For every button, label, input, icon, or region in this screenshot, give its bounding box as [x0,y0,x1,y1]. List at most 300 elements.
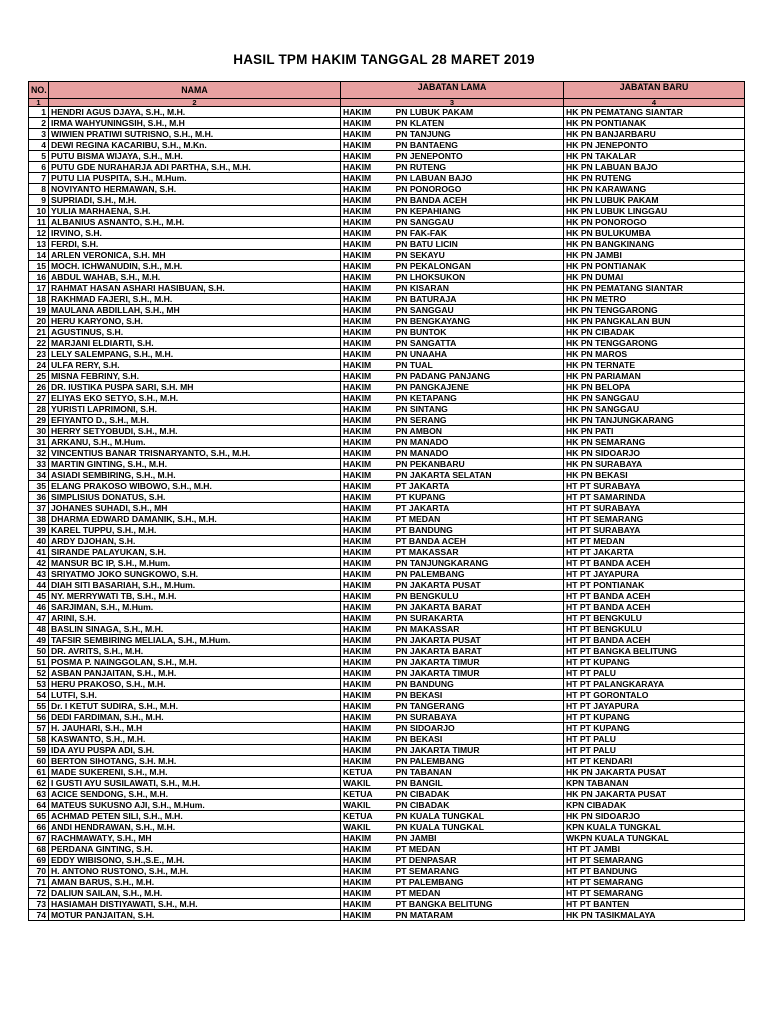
person-name: DR. AVRITS, S.H., M.H. [49,646,341,657]
old-position: PN SANGGAU [394,305,564,316]
new-position: HT PT BANDA ACEH [564,558,745,569]
row-number: 27 [29,393,49,404]
person-name: MOCH. ICHWANUDIN, S.H., M.H. [49,261,341,272]
old-position: PT KUPANG [394,492,564,503]
old-position: PN CIBADAK [394,800,564,811]
new-position: HK PN SANGGAU [564,404,745,415]
new-position: HK PN BULUKUMBA [564,228,745,239]
position-type: HAKIM [341,393,394,404]
table-row [29,613,745,624]
position-type: HAKIM [341,316,394,327]
table-row [29,833,745,844]
position-type: WAKIL [341,778,394,789]
table-row [29,668,745,679]
row-number: 67 [29,833,49,844]
row-number: 66 [29,822,49,833]
table-row [29,481,745,492]
table-row [29,536,745,547]
person-name: MADE SUKERENI, S.H., M.H. [49,767,341,778]
old-position: PN TABANAN [394,767,564,778]
row-number: 26 [29,382,49,393]
new-position: HT PT KUPANG [564,712,745,723]
person-name: NY. MERRYWATI TB, S.H., M.H. [49,591,341,602]
row-number: 21 [29,327,49,338]
row-number: 32 [29,448,49,459]
table-row [29,547,745,558]
person-name: ELANG PRAKOSO WIBOWO, S.H., M.H. [49,481,341,492]
table-row [29,734,745,745]
row-number: 44 [29,580,49,591]
position-type: HAKIM [341,305,394,316]
table-row [29,371,745,382]
person-name: KASWANTO, S.H., M.H. [49,734,341,745]
person-name: SRIYATMO JOKO SUNGKOWO, S.H. [49,569,341,580]
position-type: HAKIM [341,118,394,129]
table-row [29,822,745,833]
person-name: JOHANES SUHADI, S.H., MH [49,503,341,514]
person-name: MARTIN GINTING, S.H., M.H. [49,459,341,470]
person-name: HENDRI AGUS DJAYA, S.H., M.H. [49,107,341,118]
table-row [29,217,745,228]
table-row [29,624,745,635]
old-position: PN SANGGAU [394,217,564,228]
old-position: PT SEMARANG [394,866,564,877]
row-number: 19 [29,305,49,316]
row-number: 38 [29,514,49,525]
person-name: MOTUR PANJAITAN, S.H. [49,910,341,921]
new-position: HT PT KUPANG [564,723,745,734]
person-name: HASIAMAH DISTIYAWATI, S.H., M.H. [49,899,341,910]
table-row [29,360,745,371]
old-position: PT DENPASAR [394,855,564,866]
old-position: PN BUNTOK [394,327,564,338]
new-position: HT PT JAYAPURA [564,701,745,712]
new-position: HT PT BANDA ACEH [564,591,745,602]
table-row [29,173,745,184]
old-position: PT MEDAN [394,514,564,525]
old-position: PN JAKARTA TIMUR [394,745,564,756]
person-name: LELY SALEMPANG, S.H., M.H. [49,349,341,360]
row-number: 29 [29,415,49,426]
position-type: HAKIM [341,206,394,217]
position-type: HAKIM [341,261,394,272]
row-number: 34 [29,470,49,481]
position-type: HAKIM [341,349,394,360]
old-position: PN MAKASSAR [394,624,564,635]
new-position: HK PN RUTENG [564,173,745,184]
row-number: 9 [29,195,49,206]
position-type: HAKIM [341,107,394,118]
position-type: HAKIM [341,602,394,613]
new-position: HK PN TENGGARONG [564,338,745,349]
new-position: HK PN TANJUNGKARANG [564,415,745,426]
old-position: PN RUTENG [394,162,564,173]
new-position: HK PN MAROS [564,349,745,360]
new-position: HK PN JAMBI [564,250,745,261]
position-type: HAKIM [341,668,394,679]
new-position: HK PN LUBUK LINGGAU [564,206,745,217]
person-name: DR. IUSTIKA PUSPA SARI, S.H. MH [49,382,341,393]
row-number: 54 [29,690,49,701]
person-name: HERU PRAKOSO, S.H., M.H. [49,679,341,690]
table-row [29,877,745,888]
position-type: HAKIM [341,404,394,415]
person-name: VINCENTIUS BANAR TRISNARYANTO, S.H., M.H. [49,448,341,459]
position-type: HAKIM [341,140,394,151]
old-position: PN BENGKULU [394,591,564,602]
old-position: PN SURAKARTA [394,613,564,624]
person-name: SUPRIADI, S.H., M.H. [49,195,341,206]
table-row [29,349,745,360]
person-name: PUTU BISMA WIJAYA, S.H., M.H. [49,151,341,162]
old-position: PN SURABAYA [394,712,564,723]
position-type: HAKIM [341,679,394,690]
position-type: HAKIM [341,415,394,426]
new-position: HT PT BANDUNG [564,866,745,877]
position-type: HAKIM [341,327,394,338]
old-position: PN BEKASI [394,734,564,745]
position-type: HAKIM [341,470,394,481]
row-number: 72 [29,888,49,899]
old-position: PN BANDA ACEH [394,195,564,206]
table-row [29,525,745,536]
old-position: PN UNAAHA [394,349,564,360]
row-number: 73 [29,899,49,910]
old-position: PN SEKAYU [394,250,564,261]
position-type: HAKIM [341,228,394,239]
new-position: HK PN JAKARTA PUSAT [564,789,745,800]
new-position: HT PT BENGKULU [564,613,745,624]
row-number: 24 [29,360,49,371]
position-type: HAKIM [341,173,394,184]
new-position: HK PN JAKARTA PUSAT [564,767,745,778]
new-position: HT PT PALANGKARAYA [564,679,745,690]
person-name: DIAH SITI BASARIAH, S.H., M.Hum. [49,580,341,591]
row-number: 2 [29,118,49,129]
old-position: PN SERANG [394,415,564,426]
old-position: PN KUALA TUNGKAL [394,811,564,822]
position-type: KETUA [341,811,394,822]
new-position: HT PT SEMARANG [564,888,745,899]
table-row [29,756,745,767]
table-row [29,448,745,459]
person-name: SIMPLISIUS DONATUS, S.H. [49,492,341,503]
old-position: PN BATU LICIN [394,239,564,250]
table-row [29,492,745,503]
old-position: PN KISARAN [394,283,564,294]
row-number: 68 [29,844,49,855]
new-position: HK PN DUMAI [564,272,745,283]
new-position: HK PN PEMATANG SIANTAR [564,283,745,294]
new-position: HT PT BANGKA BELITUNG [564,646,745,657]
old-position: PT JAKARTA [394,481,564,492]
table-header-row [29,82,745,99]
position-type: HAKIM [341,481,394,492]
old-position: PN BENGKAYANG [394,316,564,327]
person-name: IDA AYU PUSPA ADI, S.H. [49,745,341,756]
new-position: HK PN PARIAMAN [564,371,745,382]
position-type: HAKIM [341,866,394,877]
person-name: SARJIMAN, S.H., M.Hum. [49,602,341,613]
new-position: HK PN SIDOARJO [564,811,745,822]
table-row [29,206,745,217]
new-position: HT PT BANTEN [564,899,745,910]
person-name: MISNA FEBRINY, S.H. [49,371,341,382]
old-position: PN MANADO [394,448,564,459]
table-row [29,283,745,294]
person-name: YULIA MARHAENA, S.H. [49,206,341,217]
position-type: HAKIM [341,448,394,459]
new-position: HK PN BANGKINANG [564,239,745,250]
position-type: HAKIM [341,569,394,580]
person-name: H. JAUHARI, S.H., M.H [49,723,341,734]
person-name: EFIYANTO D., S.H., M.H. [49,415,341,426]
table-row [29,294,745,305]
person-name: ARKANU, S.H., M.Hum. [49,437,341,448]
row-number: 1 [29,107,49,118]
position-type: HAKIM [341,646,394,657]
row-number: 4 [29,140,49,151]
position-type: HAKIM [341,459,394,470]
new-position: HT PT SEMARANG [564,855,745,866]
table-row [29,118,745,129]
table-row [29,305,745,316]
position-type: HAKIM [341,844,394,855]
old-position: PN JAKARTA TIMUR [394,657,564,668]
row-number: 22 [29,338,49,349]
row-number: 49 [29,635,49,646]
old-position: PN KLATEN [394,118,564,129]
person-name: ABDUL WAHAB, S.H., M.H. [49,272,341,283]
old-position: PN SINTANG [394,404,564,415]
position-type: HAKIM [341,701,394,712]
new-position: HT PT MEDAN [564,536,745,547]
row-number: 8 [29,184,49,195]
old-position: PN KETAPANG [394,393,564,404]
new-position: HK PN SEMARANG [564,437,745,448]
row-number: 30 [29,426,49,437]
table-row [29,184,745,195]
person-name: ASBAN PANJAITAN, S.H., M.H. [49,668,341,679]
new-position: HK PN BEKASI [564,470,745,481]
table-row [29,415,745,426]
position-type: HAKIM [341,910,394,921]
person-name: ARLEN VERONICA, S.H. MH [49,250,341,261]
new-position: HK PN LUBUK PAKAM [564,195,745,206]
old-position: PN LHOKSUKON [394,272,564,283]
person-name: ARDY DJOHAN, S.H. [49,536,341,547]
new-position: HT PT JAKARTA [564,547,745,558]
row-number: 16 [29,272,49,283]
table-row [29,602,745,613]
position-type: HAKIM [341,151,394,162]
old-position: PN TANJUNG [394,129,564,140]
row-number: 46 [29,602,49,613]
table-row [29,129,745,140]
table-row [29,151,745,162]
table-row [29,690,745,701]
row-number: 7 [29,173,49,184]
new-position: KPN TABANAN [564,778,745,789]
position-type: HAKIM [341,635,394,646]
row-number: 11 [29,217,49,228]
row-number: 14 [29,250,49,261]
new-position: HK PN CIBADAK [564,327,745,338]
table-row [29,272,745,283]
row-number: 70 [29,866,49,877]
table-row [29,580,745,591]
position-type: HAKIM [341,899,394,910]
person-name: MATEUS SUKUSNO AJI, S.H., M.Hum. [49,800,341,811]
new-position: HT PT JAMBI [564,844,745,855]
person-name: BERTON SIHOTANG, S.H. M.H. [49,756,341,767]
position-type: HAKIM [341,888,394,899]
old-position: PN JAKARTA BARAT [394,602,564,613]
position-type: HAKIM [341,690,394,701]
table-row [29,712,745,723]
position-type: KETUA [341,767,394,778]
old-position: PN JAKARTA SELATAN [394,470,564,481]
row-number: 5 [29,151,49,162]
person-name: BASLIN SINAGA, S.H., M.H. [49,624,341,635]
table-row [29,140,745,151]
row-number: 48 [29,624,49,635]
position-type: HAKIM [341,371,394,382]
person-name: ALBANIUS ASNANTO, S.H., M.H. [49,217,341,228]
table-row [29,844,745,855]
old-position: PN LABUAN BAJO [394,173,564,184]
old-position: PN PEKANBARU [394,459,564,470]
row-number: 57 [29,723,49,734]
person-name: MAULANA ABDILLAH, S.H., MH [49,305,341,316]
person-name: ACICE SENDONG, S.H., M.H. [49,789,341,800]
person-name: ELIYAS EKO SETYO, S.H., M.H. [49,393,341,404]
row-number: 15 [29,261,49,272]
old-position: PN KUALA TUNGKAL [394,822,564,833]
table-row [29,426,745,437]
old-position: PN PALEMBANG [394,569,564,580]
column-number: 1 [29,99,49,107]
person-name: AGUSTINUS, S.H. [49,327,341,338]
row-number: 33 [29,459,49,470]
new-position: HT PT BANDA ACEH [564,602,745,613]
row-number: 58 [29,734,49,745]
person-name: KAREL TUPPU, S.H., M.H. [49,525,341,536]
header-jabatan-baru: JABATAN BARU [564,82,745,99]
column-number-row [29,99,745,107]
position-type: HAKIM [341,129,394,140]
new-position: HK PN JENEPONTO [564,140,745,151]
old-position: PT MEDAN [394,844,564,855]
position-type: HAKIM [341,360,394,371]
row-number: 17 [29,283,49,294]
new-position: HK PN TERNATE [564,360,745,371]
row-number: 28 [29,404,49,415]
row-number: 20 [29,316,49,327]
person-name: ACHMAD PETEN SILI, S.H., M.H. [49,811,341,822]
header-nama: NAMA [49,82,341,99]
new-position: HT PT SEMARANG [564,514,745,525]
row-number: 65 [29,811,49,822]
table-row [29,470,745,481]
new-position: HT PT PONTIANAK [564,580,745,591]
person-name: ANDI HENDRAWAN, S.H., M.H. [49,822,341,833]
old-position: PT BANDUNG [394,525,564,536]
row-number: 50 [29,646,49,657]
old-position: PN LUBUK PAKAM [394,107,564,118]
position-type: HAKIM [341,712,394,723]
position-type: HAKIM [341,184,394,195]
old-position: PN JAKARTA PUSAT [394,580,564,591]
row-number: 62 [29,778,49,789]
table-row [29,261,745,272]
table-row [29,316,745,327]
row-number: 10 [29,206,49,217]
table-row [29,569,745,580]
new-position: HK PN PATI [564,426,745,437]
row-number: 42 [29,558,49,569]
table-row [29,591,745,602]
table-row [29,195,745,206]
new-position: HT PT KENDARI [564,756,745,767]
table-row [29,855,745,866]
person-name: AMAN BARUS, S.H., M.H. [49,877,341,888]
new-position: HT PT SURABAYA [564,481,745,492]
new-position: HK PN PANGKALAN BUN [564,316,745,327]
row-number: 47 [29,613,49,624]
position-type: HAKIM [341,514,394,525]
row-number: 36 [29,492,49,503]
person-name: ARINI, S.H. [49,613,341,624]
person-name: DHARMA EDWARD DAMANIK, S.H., M.H. [49,514,341,525]
position-type: HAKIM [341,195,394,206]
person-name: SIRANDE PALAYUKAN, S.H. [49,547,341,558]
table-row [29,899,745,910]
new-position: HK PN PEMATANG SIANTAR [564,107,745,118]
table-row [29,800,745,811]
row-number: 3 [29,129,49,140]
new-position: HK PN KARAWANG [564,184,745,195]
row-number: 6 [29,162,49,173]
old-position: PT JAKARTA [394,503,564,514]
table-row [29,437,745,448]
header-no: NO. [29,82,49,99]
position-type: HAKIM [341,525,394,536]
new-position: HT PT PALU [564,668,745,679]
person-name: DEDI FARDIMAN, S.H., M.H. [49,712,341,723]
row-number: 59 [29,745,49,756]
person-name: TAFSIR SEMBIRING MELIALA, S.H., M.Hum. [49,635,341,646]
row-number: 64 [29,800,49,811]
old-position: PN KEPAHIANG [394,206,564,217]
old-position: PT MEDAN [394,888,564,899]
new-position: HT PT SEMARANG [564,877,745,888]
old-position: PN TANJUNGKARANG [394,558,564,569]
row-number: 63 [29,789,49,800]
table-row [29,239,745,250]
row-number: 56 [29,712,49,723]
row-number: 39 [29,525,49,536]
old-position: PN JAKARTA PUSAT [394,635,564,646]
new-position: HK PN LABUAN BAJO [564,162,745,173]
old-position: PN BEKASI [394,690,564,701]
position-type: HAKIM [341,536,394,547]
position-type: HAKIM [341,877,394,888]
person-name: ASIADI SEMBIRING, S.H., M.H. [49,470,341,481]
row-number: 43 [29,569,49,580]
person-name: NOVIYANTO HERMAWAN, S.H. [49,184,341,195]
row-number: 74 [29,910,49,921]
